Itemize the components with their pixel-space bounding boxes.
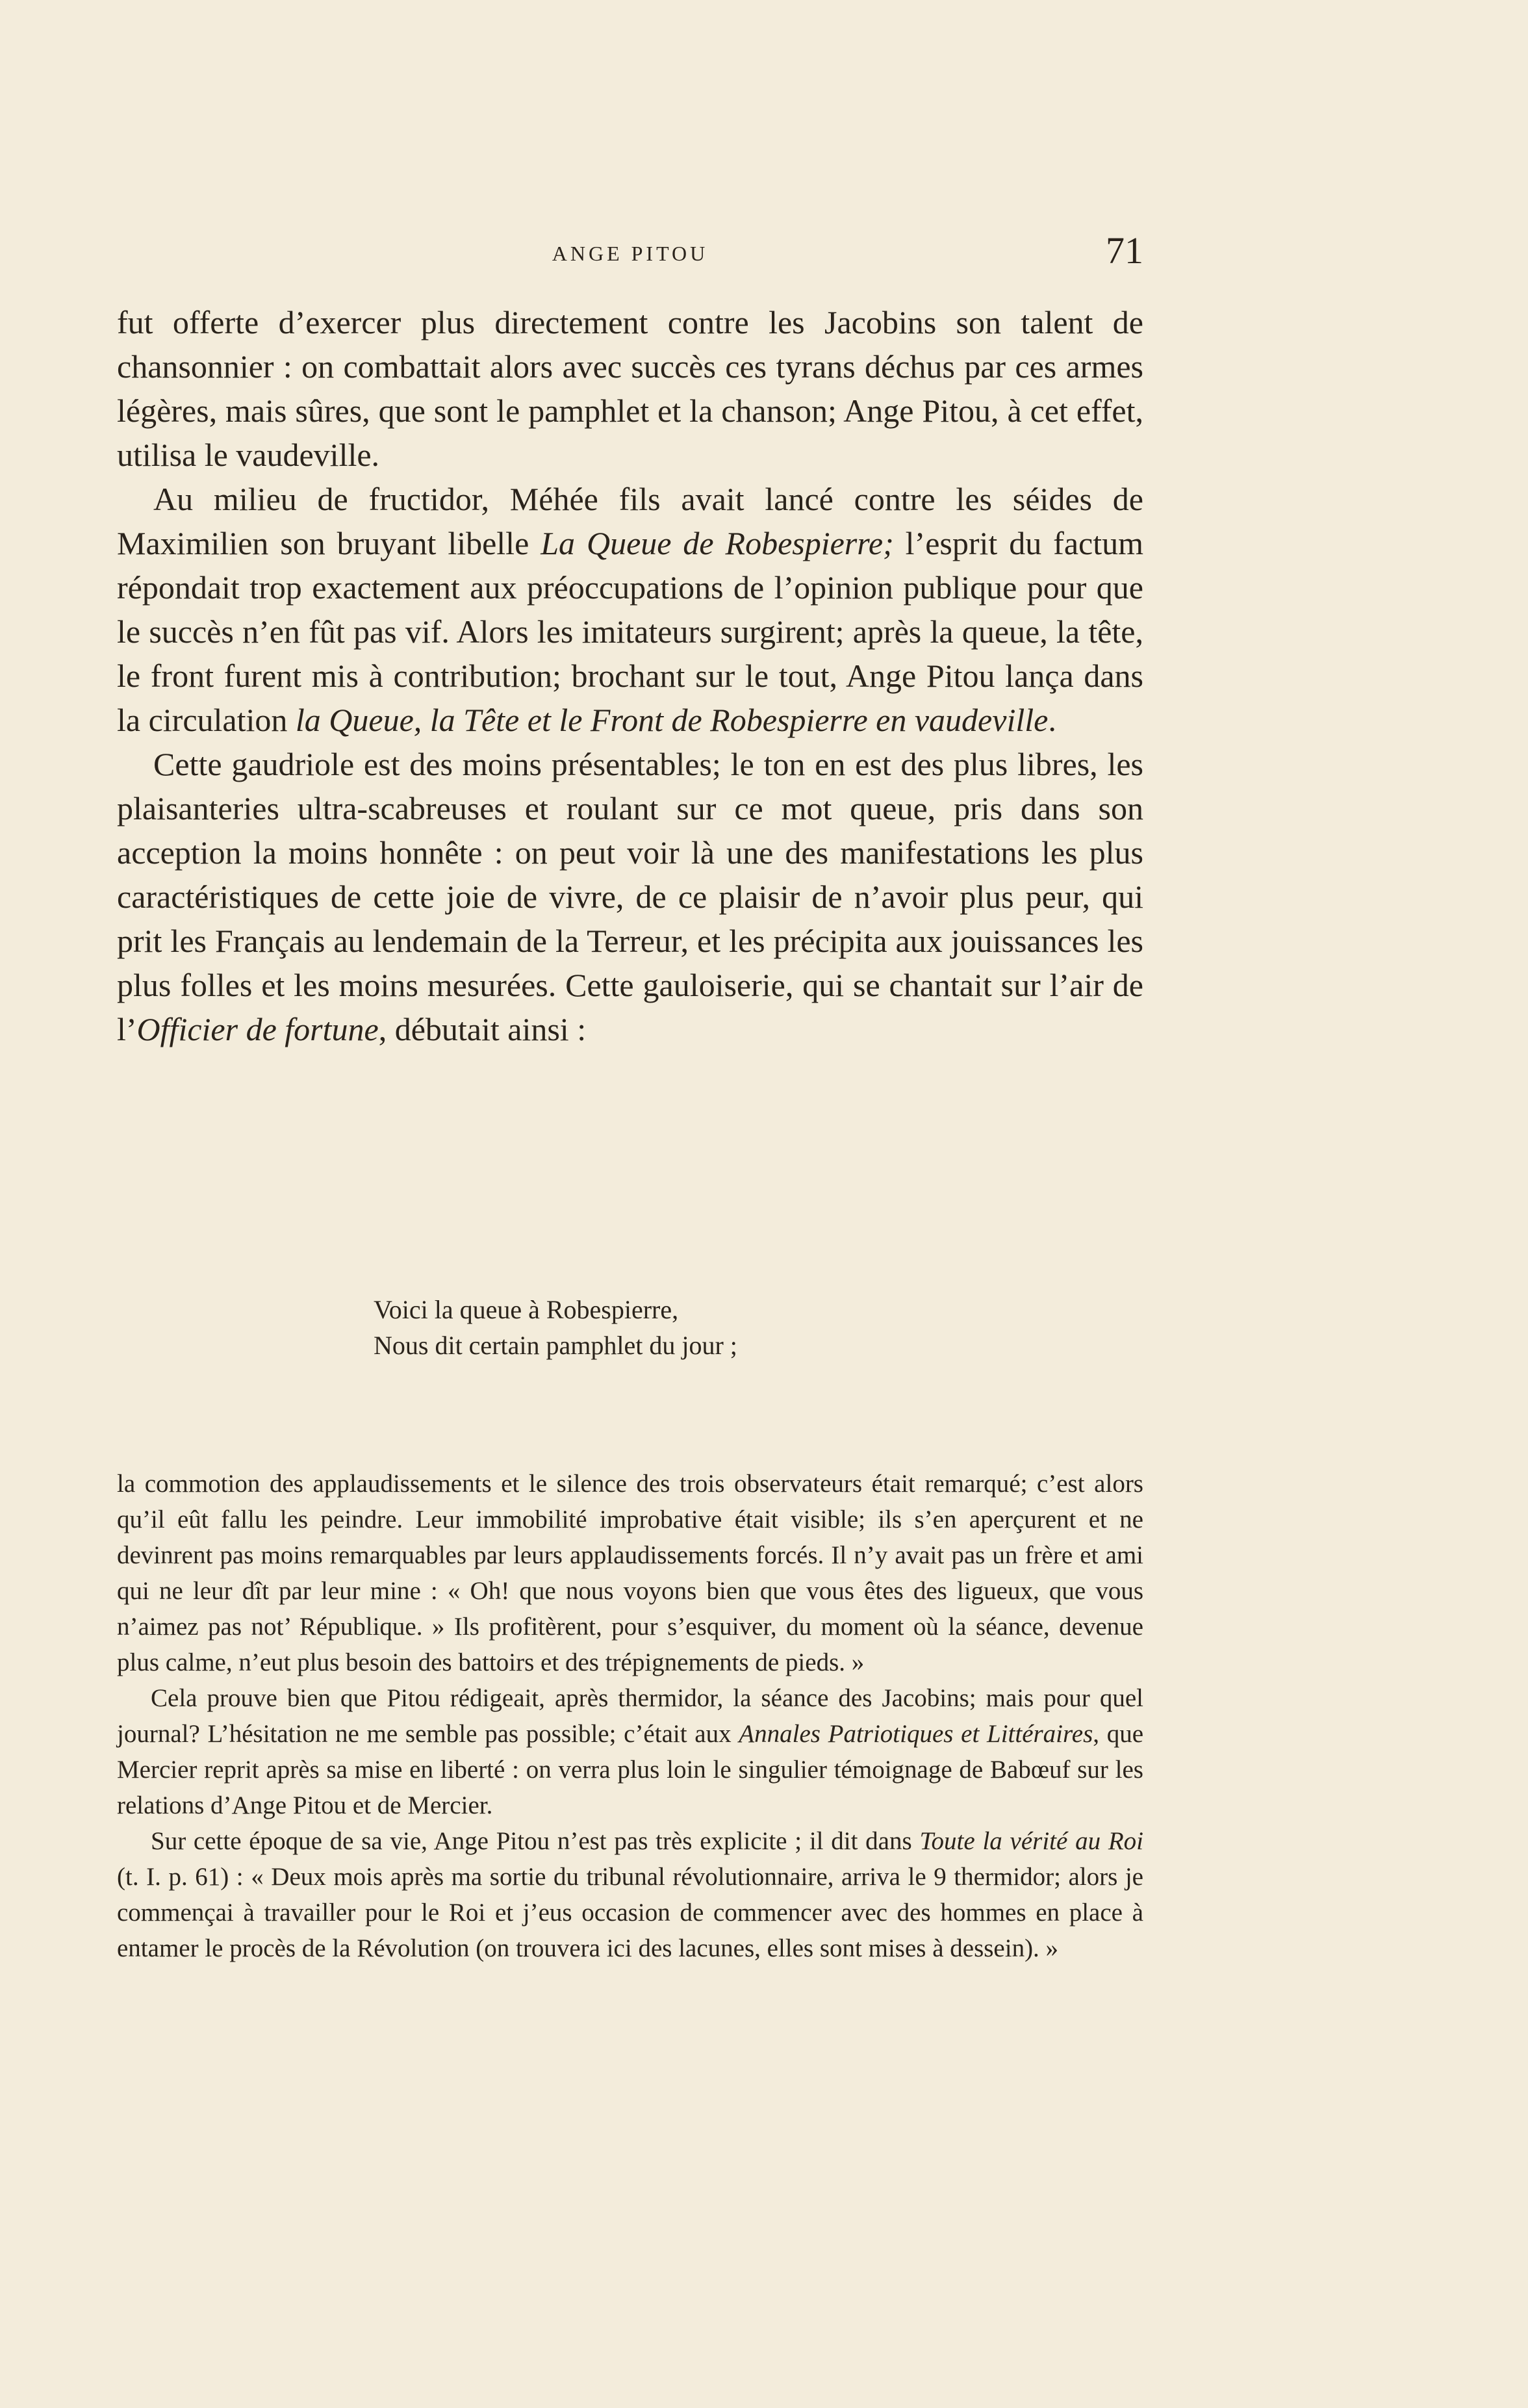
paragraph-3 xyxy=(117,742,1143,1051)
running-title: ANGE PITOU xyxy=(552,242,709,265)
paragraph-2 xyxy=(117,477,1143,742)
footnote-2-text-b: , que Mercier reprit après sa mise en liberté : on verra plus loin le singulier témoignage de Babœuf sur les relations d’Ange Pitou et de Mercier. xyxy=(117,1720,1144,1819)
title-officier-de-fortune: Officier de fortune xyxy=(136,1011,379,1047)
verse-quote xyxy=(374,1292,1153,1363)
verse-line: Voici la queue à Robespierre, xyxy=(374,1295,679,1324)
footnote-3 xyxy=(117,1823,1143,1966)
title-la-queue: La Queue de Robespierre; xyxy=(541,525,894,561)
paragraph-3-text-b: , débutait ainsi : xyxy=(378,1011,587,1047)
footnote-3-text-b: (t. I. p. 61) : « Deux mois après ma sortie du tribunal révolutionnaire, arriva le 9 thermidor; alors je commençai à travailler pour le Roi et j’eus occasion de commencer avec des hommes en place à entamer le procès de la Révolution (on trouvera ici des lacunes, elles sont mises à dessein). » xyxy=(117,1863,1143,1962)
footnote-2-text-a: Cela prouve bien que Pitou rédigeait, après thermidor, la séance des Jacobins; mais pour quel journal? L’hésitation ne me semble pas possible; c’était aux xyxy=(117,1684,1143,1748)
paragraph-2-text-b: l’esprit du factum répondait trop exactement aux préoccupations de l’opinion publique pour que le succès n’en fût pas vif. Alors les imitateurs surgirent; après la queue, la tête, le front furent mis à contribution; brochant sur le tout, Ange Pitou lança dans la circulation xyxy=(117,525,1143,738)
title-vaudeville: la Queue, la Tête et le Front de Robespierre en vaudeville xyxy=(295,702,1049,738)
paragraph-2-text-c: . xyxy=(1048,702,1056,738)
verse-line: Nous dit certain pamphlet du jour ; xyxy=(374,1331,737,1360)
footnotes xyxy=(117,1466,1143,1966)
footnote-3-text-a: Sur cette époque de sa vie, Ange Pitou n’est pas très explicite ; il dit dans xyxy=(151,1827,920,1855)
main-text xyxy=(117,300,1143,1051)
footnote-2 xyxy=(117,1680,1143,1823)
title-annales: Annales Patriotiques et Littéraires xyxy=(739,1720,1093,1748)
paragraph-1: fut offerte d’exercer plus directement contre les Jacobins son talent de chansonnier : on combattait alors avec succès ces tyrans déchus par ces armes légères, mais sûres, que sont le pamphlet et la chanson; Ange Pitou, à cet effet, utilisa le vaudeville. xyxy=(117,304,1143,473)
page-header xyxy=(117,229,1143,281)
footnote-1: la commotion des applaudissements et le silence des trois observateurs était remarqué; c’est alors qu’il eût fallu les peindre. Leur immobilité improbative était visible; ils s’en aperçurent et ne devinrent pas moins remarquables par leurs applaudissements forcés. Il n’y avait pas un frère et ami qui ne leur dît par leur mine : « Oh! que nous voyons bien que vous êtes des ligueux, que vous n’aimez pas not’ République. » Ils profitèrent, pour s’esquiver, du moment où la séance, devenue plus calme, n’eut plus besoin des battoirs et des trépignements de pieds. » xyxy=(117,1470,1143,1676)
paragraph-3-text-a: Cette gaudriole est des moins présentables; le ton en est des plus libres, les plaisanteries ultra-scabreuses et roulant sur ce mot queue, pris dans son acception la moins honnête : on peut voir là une des manifestations les plus caractéristiques de cette joie de vivre, de ce plaisir de n’avoir plus peur, qui prit les Français au lendemain de la Terreur, et les précipita aux jouissances les plus folles et les moins mesurées. Cette gauloiserie, qui se chantait sur l’air de l’ xyxy=(117,746,1143,1047)
paragraph-2-text-a: Au milieu de fructidor, Méhée fils avait lancé contre les séides de Maximilien son bruyant libelle xyxy=(117,481,1143,561)
page-number: 71 xyxy=(1106,229,1143,272)
title-toute-la-verite: Toute la vérité au Roi xyxy=(919,1827,1143,1855)
